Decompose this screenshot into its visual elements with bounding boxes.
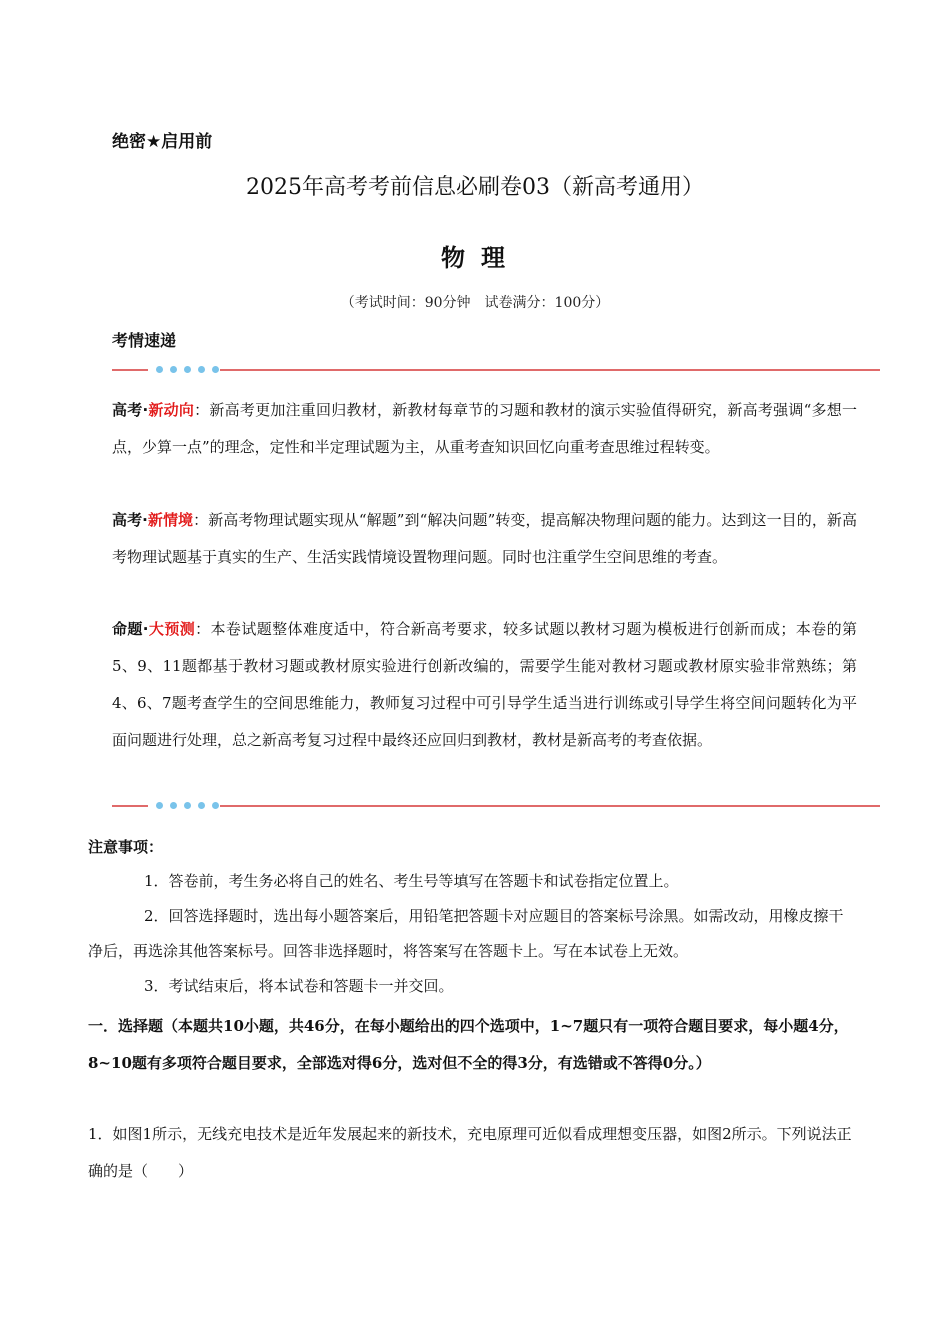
divider-line-left bbox=[112, 805, 148, 807]
dot-icon bbox=[212, 366, 219, 373]
item-label-colon: ： bbox=[194, 401, 210, 419]
notice-text: 2．回答选择题时，选出每小题答案后，用铅笔把答题卡对应题目的答案标号涂黑。如需改动，用橡皮擦干净后，再选涂其他答案标号。回答非选择题时，将答案写在答题卡上。写在本试卷上无效。 bbox=[88, 907, 844, 960]
subject-char-2: 理 bbox=[481, 244, 509, 272]
decorative-divider-top bbox=[112, 364, 880, 376]
divider-dots bbox=[156, 802, 219, 809]
item-text: 本卷试题整体难度适中，符合新高考要求，较多试题以教材习题为模板进行创新而成；本卷的第5、9、11题都基于教材习题或教材原实验进行创新改编的，需要学生能对教材习题或教材原实验非常熟练；第4、6、7题考查学生的空间思维能力，教师复习过程中可引导学生适当进行训练或引导学生将空间问题转化为平面问题进行处理，总之新高考复习过程中最终还应回归到教材，教材是新高考的考查依据。 bbox=[112, 620, 857, 749]
confidential-mark: 绝密★启用前 bbox=[112, 132, 213, 152]
item-text: 新高考物理试题实现从“解题”到“解决问题”转变，提高解决物理问题的能力。达到这一目的，新高考物理试题基于真实的生产、生活实践情境设置物理问题。同时也注重学生空间思维的考查。 bbox=[112, 511, 857, 566]
dot-icon bbox=[156, 802, 163, 809]
item-label-colon: ： bbox=[193, 511, 209, 529]
dot-icon bbox=[212, 802, 219, 809]
dot-icon bbox=[184, 802, 191, 809]
dot-icon bbox=[198, 802, 205, 809]
overview-item-new-context bbox=[112, 502, 857, 576]
item-label-highlight: 大预测 bbox=[148, 620, 196, 638]
item-label-prefix: 高考· bbox=[112, 401, 149, 419]
dot-icon bbox=[170, 366, 177, 373]
subject-title bbox=[0, 238, 950, 273]
multiple-choice-section-heading: 一．选择题（本题共10小题，共46分，在每小题给出的四个选项中，1~7题只有一项符合题目要求，每小题4分，8~10题有多项符合题目要求，全部选对得6分，选对但不全的得3分，有选错或不答得0分。） bbox=[88, 1017, 849, 1072]
divider-dots bbox=[156, 366, 219, 373]
divider-line-left bbox=[112, 369, 148, 371]
dot-icon bbox=[156, 366, 163, 373]
question-1-text: 1．如图1所示，无线充电技术是近年发展起来的新技术，充电原理可近似看成理想变压器，如图2所示。下列说法正确的是（ ） bbox=[88, 1125, 852, 1180]
notice-text: 3．考试结束后，将本试卷和答题卡一并交回。 bbox=[144, 977, 454, 995]
item-label-colon: ： bbox=[195, 620, 211, 638]
notice-item-2 bbox=[88, 899, 858, 969]
exam-title: 2025年高考考前信息必刷卷03（新高考通用） bbox=[246, 175, 704, 200]
notice-text: 1．答卷前，考生务必将自己的姓名、考生号等填写在答题卡和试卷指定位置上。 bbox=[144, 872, 679, 890]
notice-heading: 注意事项： bbox=[88, 838, 164, 856]
subject-char-1: 物 bbox=[441, 244, 469, 272]
dot-icon bbox=[198, 366, 205, 373]
decorative-divider-bottom bbox=[112, 800, 880, 812]
item-label-highlight: 新情境 bbox=[147, 511, 194, 529]
exam-time-score: （考试时间：90分钟 试卷满分：100分） bbox=[340, 295, 610, 311]
overview-item-prediction bbox=[112, 611, 857, 759]
overview-item-new-trend bbox=[112, 392, 857, 466]
overview-heading: 考情速递 bbox=[112, 331, 177, 350]
item-label-highlight: 新动向 bbox=[148, 401, 195, 419]
item-label-prefix: 高考· bbox=[112, 511, 148, 529]
divider-line-right bbox=[220, 805, 880, 807]
item-label-prefix: 命题· bbox=[112, 620, 149, 638]
item-text: 新高考更加注重回归教材，新教材每章节的习题和教材的演示实验值得研究，新高考强调“多想一点，少算一点”的理念，定性和半定理试题为主，从重考查知识回忆向重考查思维过程转变。 bbox=[112, 401, 857, 456]
notice-item-1 bbox=[88, 864, 858, 899]
dot-icon bbox=[170, 802, 177, 809]
divider-line-right bbox=[220, 369, 880, 371]
notice-item-3 bbox=[88, 969, 858, 1004]
dot-icon bbox=[184, 366, 191, 373]
